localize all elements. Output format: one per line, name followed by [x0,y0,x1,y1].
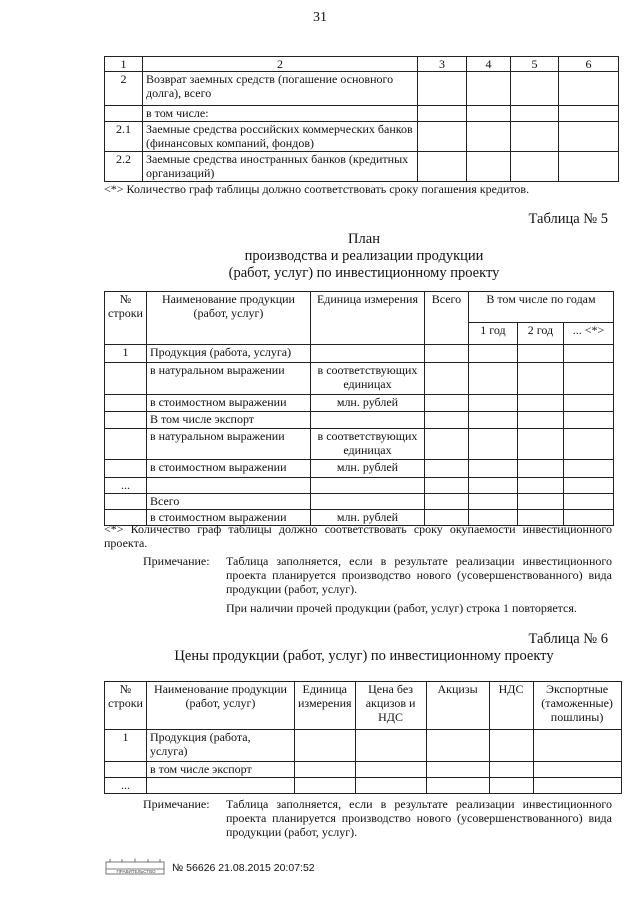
row-name: в стоимостном выражении [146,395,310,412]
row-name: в стоимостном выражении [146,510,310,526]
table-4-header-cell: 5 [511,57,559,72]
header-year-more: ... <*> [563,323,613,345]
row-number [105,106,143,122]
row-name: Возврат заемных средств (погашение основного долга), всего [143,72,418,106]
table-5-footnote: <*> Количество граф таблицы должно соответствовать сроку окупаемости инвестиционного проекта. [104,522,612,550]
table-row [105,395,614,412]
table-5-title-line: производства и реализации продукции [244,248,484,264]
row-number: ... [105,778,147,794]
row-number [105,460,147,478]
table-row [105,494,614,510]
table-row [105,730,622,762]
row-name: в натуральном выражении [146,363,310,395]
row-number: 2.1 [105,122,143,152]
row-unit: млн. рублей [310,395,424,412]
row-number [105,494,147,510]
header-row-number: № строки [105,292,147,345]
table-4-footnote: <*> Количество граф таблицы должно соответствовать сроку погашения кредитов. [104,182,530,196]
row-number [105,395,147,412]
table-5 [104,291,614,526]
row-name: в том числе экспорт [146,762,294,778]
row-name [146,478,310,494]
table-5-title-line: План [348,231,380,247]
header-year-1: 1 год [468,323,517,345]
row-number: ... [105,478,147,494]
table-row [105,412,614,429]
row-number: 2 [105,72,143,106]
page-number: 31 [313,10,327,25]
header-unit: Единица измерения [294,682,355,730]
header-year-2: 2 год [517,323,563,345]
table-6-note-label: Примечание: [143,797,210,811]
header-price: Цена без акцизов и НДС [355,682,426,730]
row-name: Всего [146,494,310,510]
stamp-logo [104,858,166,876]
table-row [105,363,614,395]
row-unit [310,412,424,429]
table-row [105,152,619,182]
row-name: Продукция (работа, услуга) [146,730,294,762]
table-6-title: Цены продукции (работ, услуг) по инвестиционному проекту [174,648,554,664]
row-number: 1 [105,730,147,762]
header-unit: Единица измерения [310,292,424,345]
table-5-title-line: (работ, услуг) по инвестиционному проекту [228,265,500,281]
table-4-header-cell: 2 [143,57,418,72]
stamp-text: ПРАВИТЕЛЬСТВО [116,869,156,874]
row-name: в натуральном выражении [146,429,310,460]
header-product-name: Наименование продукции (работ, услуг) [146,682,294,730]
table-row [105,762,622,778]
table-4-header-cell: 4 [467,57,511,72]
header-total: Всего [424,292,468,345]
header-duties: Экспортные (таможенные) пошлины) [533,682,621,730]
table-row [105,460,614,478]
table-5-note-label: Примечание: [143,554,210,568]
row-name: Заемные средства российских коммерческих банков (финансовых компаний, фондов) [143,122,418,152]
row-unit [310,478,424,494]
row-number [105,429,147,460]
table-6 [104,681,622,794]
row-number [105,363,147,395]
header-by-years: В том числе по годам [468,292,613,323]
header-excise: Акцизы [426,682,489,730]
table-6-note-text: Таблица заполняется, если в результате реализации инвестиционного проекта планируется производство нового (усовершенствованного) вида продукции (работ, услуг). [226,797,612,839]
table-4-header-cell: 6 [559,57,619,72]
table-5-note-text: Таблица заполняется, если в результате реализации инвестиционного проекта планируется производство нового (усовершенствованного) вида продукции (работ, услуг). [226,554,612,596]
table-4-header-cell: 3 [418,57,467,72]
table-5-label: Таблица № 5 [528,211,608,227]
row-name: Продукция (работа, услуга) [146,345,310,363]
row-name: В том числе экспорт [146,412,310,429]
row-name: в стоимостном выражении [146,460,310,478]
table-row [105,478,614,494]
row-name: в том числе: [143,106,418,122]
row-number [105,762,147,778]
table-4-header-cell: 1 [105,57,143,72]
row-unit: в соответствующих единицах [310,429,424,460]
table-6-label: Таблица № 6 [528,631,608,647]
header-row-number: № строки [105,682,147,730]
table-4 [104,56,619,182]
row-unit [310,345,424,363]
table-row [105,429,614,460]
row-number: 2.2 [105,152,143,182]
document-info: № 56626 21.08.2015 20:07:52 [172,862,315,874]
row-unit: млн. рублей [310,510,424,526]
table-row [105,122,619,152]
row-number [105,412,147,429]
header-vat: НДС [489,682,533,730]
header-product-name: Наименование продукции (работ, услуг) [146,292,310,345]
row-unit: млн. рублей [310,460,424,478]
row-name: Заемные средства иностранных банков (кредитных организаций) [143,152,418,182]
row-number: 1 [105,345,147,363]
table-5-note-text-2: При наличии прочей продукции (работ, услуг) строка 1 повторяется. [226,601,577,615]
row-unit: в соответствующих единицах [310,363,424,395]
table-row [105,72,619,106]
table-row [105,345,614,363]
row-name [146,778,294,794]
row-unit [310,494,424,510]
table-row [105,778,622,794]
table-row [105,106,619,122]
